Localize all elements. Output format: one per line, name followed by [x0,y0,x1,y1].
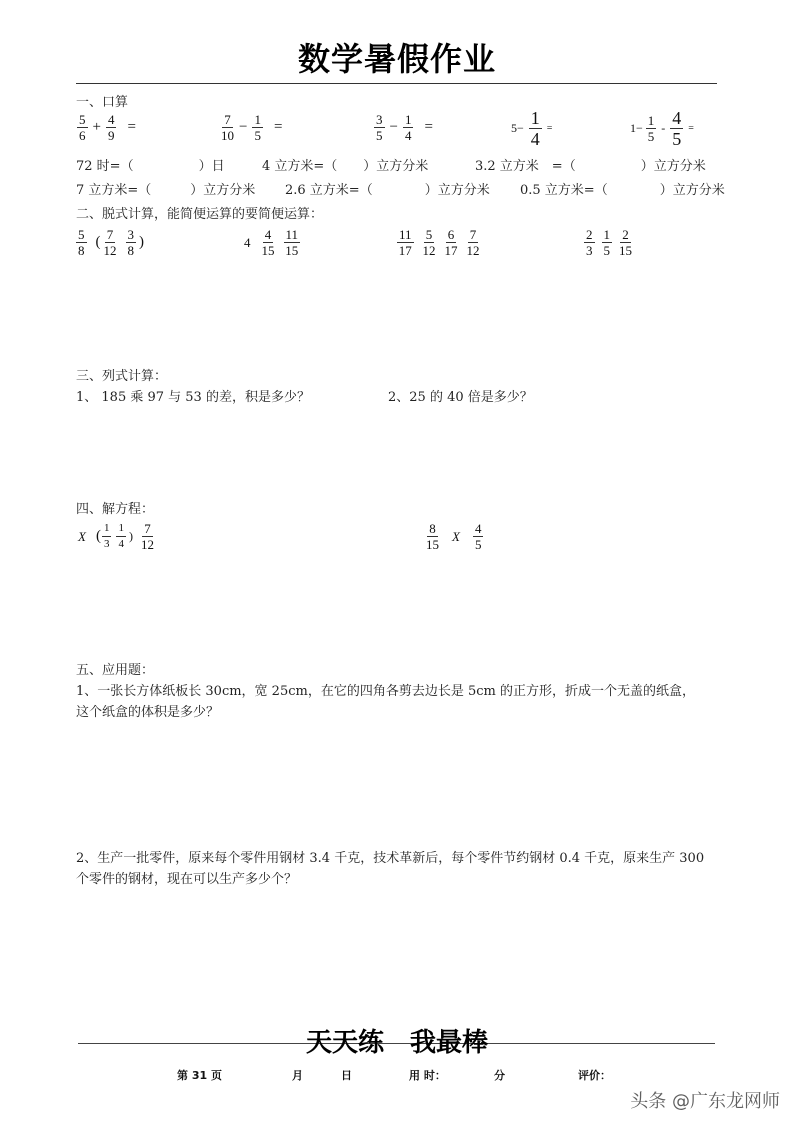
equation-1: X ( $\frac{1}{3}$ $\frac{1}{4}$ ) $\frac{7}{12}$ [78,521,154,552]
section2-heading: 二、脱式计算，能简便运算的要简便运算： [76,207,324,222]
conversion-item: 0.5 立方米=（ ）立方分米 [520,183,725,198]
fraction: $\frac{7}{12}$ [466,227,480,258]
section5-heading: 五、应用题： [76,663,155,678]
page-title: 数学暑假作业 [297,40,496,78]
fraction: $\frac{4}{9}$ [107,112,115,143]
conversion-item: 3.2 立方米 =（ ）立方分米 [475,159,706,174]
word-problem-1-line1: 1、一张长方体纸板长 30cm，宽 25cm，在它的四角各剪去边长是 5cm 的正方形，折成一个无盖的纸盒， [76,684,695,699]
footer-time-label: 用 时： [409,1069,446,1082]
footer-page-number: 第 31 页 [177,1069,222,1082]
fraction: $\frac{1}{5}$ [647,113,655,144]
word-problem-1-line2: 这个纸盒的体积是多少？ [76,705,220,720]
conversion-item: 7 立方米=（ ）立方分米 [76,183,256,198]
fraction: $\frac{3}{8}$ [127,227,134,258]
fraction: $\frac{6}{17}$ [444,227,458,258]
oral-calc-3: $\frac{3}{5}$ − $\frac{1}{4}$ = [376,112,433,143]
footer-month: 月 [292,1069,303,1082]
footer-rating: 评价： [578,1069,611,1082]
section4-heading: 四、解方程： [76,502,155,517]
word-problem-2-line2: 个零件的钢材，现在可以生产多少个？ [76,872,298,887]
watermark: 头条 @广东龙网师 [630,1091,780,1112]
fraction: $\frac{1}{4}$ [404,112,412,143]
fraction: $\frac{5}{6}$ [79,112,86,143]
fraction: $\frac{5}{8}$ [78,227,85,258]
title-divider [76,83,717,84]
fraction: $\frac{7}{10}$ [221,112,234,143]
fraction: $\frac{7}{12}$ [103,227,117,258]
fraction: $\frac{2}{15}$ [619,227,632,258]
fraction: $\frac{8}{15}$ [426,521,439,552]
conversion-item: 4 立方米=（ ）立方分米 [262,159,429,174]
fraction: $\frac{1}{4}$ [118,522,124,550]
fraction: $\frac{4}{15}$ [261,227,275,258]
fraction: $\frac{4}{5}$ [672,108,682,149]
word-calc-question-1: 1、 185 乘 97 与 53 的差，积是多少？ [76,390,310,405]
fraction: $\frac{1}{4}$ [530,108,540,149]
oral-calc-2: $\frac{7}{10}$ − $\frac{1}{5}$ = [221,112,283,143]
section1-heading: 一、口算 [76,95,129,110]
fraction: $\frac{11}{15}$ [285,227,299,258]
oral-calc-4: 5− $\frac{1}{4}$ = [511,108,553,149]
calc-expr-1: $\frac{5}{8}$ ( $\frac{7}{12}$ $\frac{3}{8}$ ) [78,227,144,258]
word-calc-question-2: 2、25 的 40 倍是多少？ [388,390,533,405]
footer-slogan: 天天练 我最棒 [305,1028,488,1058]
equation-2: $\frac{8}{15}$ X $\frac{4}{5}$ [426,521,482,552]
fraction: $\frac{11}{17}$ [398,227,412,258]
fraction: $\frac{1}{5}$ [254,112,261,143]
fraction: $\frac{4}{5}$ [474,521,482,552]
conversion-item: 2.6 立方米=（ ）立方分米 [285,183,490,198]
oral-calc-1: $\frac{5}{6}$ + $\frac{4}{9}$ = [79,112,136,143]
fraction: $\frac{1}{5}$ [603,227,610,258]
calc-expr-3 [394,227,483,258]
fraction: $\frac{3}{5}$ [376,112,383,143]
footer-minutes: 分 [494,1069,505,1082]
oral-calc-5: 1− $\frac{1}{5}$ - $\frac{4}{5}$ = [630,108,694,149]
conversion-item: 72 时=（ ）日 [76,159,225,174]
fraction: $\frac{5}{12}$ [422,227,436,258]
fraction: $\frac{2}{3}$ [586,227,593,258]
word-problem-2-line1: 2、生产一批零件，原来每个零件用钢材 3.4 千克，技术革新后，每个零件节约钢材 0.4 千克，原来生产 300 [76,851,705,866]
calc-expr-4 [581,227,635,258]
section3-heading: 三、列式计算： [76,369,168,384]
fraction: $\frac{1}{3}$ [103,522,110,550]
fraction: $\frac{7}{12}$ [140,521,154,552]
footer-day: 日 [341,1069,352,1082]
calc-expr-2: 4 $\frac{4}{15}$ $\frac{11}{15}$ [244,227,299,258]
